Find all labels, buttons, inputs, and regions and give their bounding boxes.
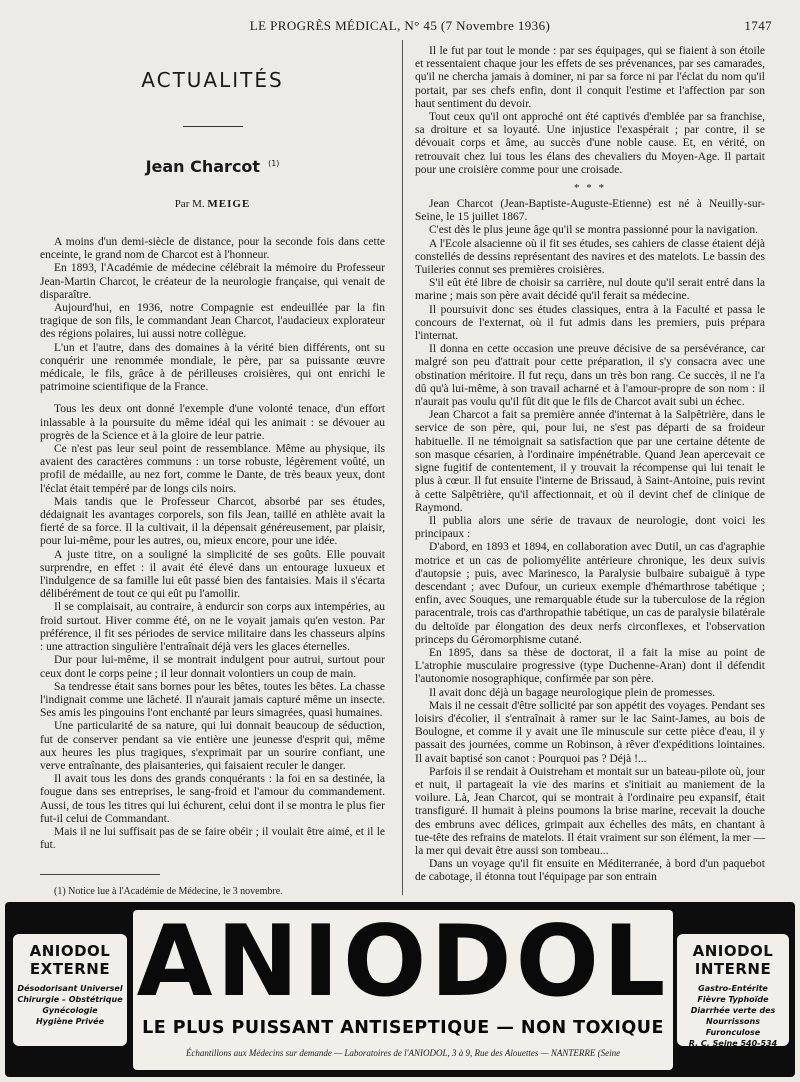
byline-author: MEIGE: [207, 198, 251, 210]
paragraph: En 1893, l'Académie de médecine célébrait la mémoire du Professeur Jean-Martin Charcot, le créateur de la neurologie française, qui venait de disparaître.: [40, 262, 385, 301]
paragraph: A moins d'un demi-siècle de distance, pour la seconde fois dans cette enceinte, le grand nom de Charcot est à l'honneur.: [40, 236, 385, 262]
byline-prefix: Par M.: [174, 198, 205, 210]
ad-slogan: LE PLUS PUISSANT ANTISEPTIQUE — NON TOXIQUE: [142, 1018, 664, 1038]
paragraph: Il donna en cette occasion une preuve décisive de sa persévérance, car malgré son peu d'attrait pour cette préparation, il s'y consacra avec une obstination méritoire. Il fut reçu, dans un très bon rang. Ce succès, il ne l'a dû qu'à lui-même, à son travail acharné et à l'amour-propre de son nom : il n'aurait pas voulu qu'il fût dit que le fils de Charcot avait subi un échec.: [415, 343, 765, 409]
byline: [40, 198, 385, 210]
paragraph: Dur pour lui-même, il se montrait indulgent pour autrui, surtout pour ceux dont le corps peine ; il leur donnait volontiers un coup de main.: [40, 654, 385, 680]
paragraph: Dans un voyage qu'il fit ensuite en Méditerranée, à bord d'un paquebot de cabotage, il étonna tout l'équipage par son entrain: [415, 858, 765, 884]
paragraph: Il avait tous les dons des grands conquérants : la foi en sa destinée, la fougue dans ses entreprises, le sang-froid et l'amour du commandement. Aussi, de tous les titres qui lui échurent, celui dont il se montra le plus fier fut-il celui de Commandant.: [40, 773, 385, 825]
running-head: [0, 18, 800, 36]
ad-center-panel: [133, 905, 673, 1070]
paragraph: D'abord, en 1893 et 1894, en collaboration avec Dutil, un cas d'agraphie motrice et un cas de poliomyélite antérieure chronique, les deux suivis d'autopsie ; puis, avec Marinesco, la Paralysie bulbaire subaiguë à type descendant ; avec Dufour, un curieux exemple d'hémarthrose tabétique ; enfin, avec Souques, une remarquable étude sur la tuberculose de la région paracentrale, trois cas d'arthropathie tabétique, un cas de paralysie bilatérale du deltoïde par élongation des deux nerfs circonflexes, et l'observation princeps du Géromorphisme cutané.: [415, 541, 765, 646]
paragraph: C'est dès le plus jeune âge qu'il se montra passionné pour la navigation.: [429, 224, 758, 237]
paragraph: Aujourd'hui, en 1936, notre Compagnie est endeuillée par la fin tragique de son fils, le commandant Jean Charcot, l'audacieux explorateur des régions polaires, lui aussi notre collègue.: [40, 302, 385, 341]
ad-line: Diarrhée verte des Nourrissons: [690, 1006, 776, 1026]
paragraph: Il avait donc déjà un bagage neurologique plein de promesses.: [429, 686, 716, 699]
article-title-text: Jean Charcot: [145, 157, 261, 176]
ad-right-lines: [677, 983, 789, 1049]
ad-line: Désodorisant Universel: [17, 984, 123, 993]
paragraph: Il publia alors une série de travaux de neurologie, dont voici les principaux :: [415, 514, 765, 541]
paragraph: A l'Ecole alsacienne où il fit ses études, ses cahiers de classe étaient déjà constellés de dessins représentant des navires et des matelots. Le bassin des Tuileries connut ses premières croisières.: [415, 237, 765, 277]
footnote: (1) Notice lue à l'Académie de Médecine, le 3 novembre.: [54, 886, 283, 898]
ad-line: Chirurgie – Obstétrique: [17, 995, 123, 1004]
paragraph: Jean Charcot a fait sa première année d'internat à la Salpêtrière, dans le service de son père, qui, pour lui, ne s'est pas départi de sa froideur habituelle. Il ne témoignait sa satisfaction que par une certaine détente de son masque césarien, à l'ordinaire impénétrable. Quand Jean apercevait ce signe fugitif de contentement, il y trouvait la récompense qui lui tenait le plus à cœur. Il fut ensuite l'interne de Brissaud, à Saint-Antoine, puis revint à cette Salpêtrière, qu'il affectionnait, et où il devint chef de clinique de Raymond.: [415, 409, 765, 514]
ad-line: R. C. Seine 540-534: [688, 1039, 778, 1048]
paragraph: Il se complaisait, au contraire, à endurcir son corps aux intempéries, au froid surtout. Hiver comme été, on ne le voyait jamais qu'en veston. Par préférence, il fit ses périodes de service militaire dans les chasseurs alpins : une attraction singulière l'entraînait déjà vers les glaces éternelles.: [40, 601, 385, 654]
paragraph: Tout ceux qu'il ont approché ont été captivés d'emblée par sa franchise, sa droiture et sa loyauté. Une injustice l'exaspérait ; par contre, il se dévouait corps et âme, au succès d'une noble cause. Et, en vérité, on retrouvait chez lui tous les élans des chevaliers du Moyen-Age. Il partait pour une croisière comme pour une croisade.: [415, 111, 765, 176]
left-article-body: [40, 236, 385, 852]
paragraph: Il le fut par tout le monde : par ses équipages, qui se fiaient à son étoile et ressentaient chaque jour les effets de ses prévenances, par ses camarades, qu'il ne chercha jamais à dominer, ni par sa force ni par l'éclat du nom qu'il portait, par ses chefs enfin, dont il conquit l'estime et l'affection par son haut sentiment du devoir.: [415, 45, 765, 110]
paragraph: A juste titre, on a souligné la simplicité de ses goûts. Elle pouvait surprendre, en effet : il avait été élevé dans un entourage luxueux et l'indulgence de sa famille lui eût passé bien des fantaisies. Mais il s'écarta délibérément de tout ce qui eût pu l'amollir.: [40, 548, 385, 601]
paragraph: Une particularité de sa nature, qui lui donnait beaucoup de séduction, fut de conserver pendant sa vie entière une jeunesse d'esprit qui, même aux heures les plus tragiques, s'exprimait par un sourire confiant, une verve entraînante, des plaisanteries, qui faisaient reculer le danger.: [40, 720, 385, 772]
running-title: LE PROGRÈS MÉDICAL, N° 45 (7 Novembre 1936): [249, 18, 551, 33]
advertisement-banner: [5, 902, 795, 1077]
ad-right-title: ANIODOL INTERNE: [692, 942, 774, 978]
left-column: [40, 60, 385, 899]
paragraph: En 1895, dans sa thèse de doctorat, il a fait la mise au point de L'atrophie musculaire progressive (type Duchenne-Aran) dont il défendit l'autonomie nosographique, confirmée par son père.: [415, 646, 765, 686]
ad-line: Hygiène Privée: [35, 1017, 105, 1026]
right-column: [415, 45, 765, 885]
paragraph: S'il eût été libre de choisir sa carrière, nul doute qu'il serait entré dans la marine ; mais son père avait décidé qu'il ferait sa médecine.: [415, 277, 765, 303]
ad-left-lines: [13, 983, 127, 1027]
paragraph: Mais tandis que le Professeur Charcot, absorbé par ses études, dédaignait les avantages corporels, son fils Jean, taillé en athlète avait la fierté de sa force. Il la cultivait, il la dépensait généreusement, par plaisir, pour lui-même, pour les autres, ou, mieux encore, pour une idée.: [40, 495, 385, 548]
ad-line: Fièvre Typhoïde: [697, 995, 769, 1004]
ad-right-panel: [677, 934, 789, 1046]
paragraph: Ce n'est pas leur seul point de ressemblance. Même au physique, ils avaient des caractères communs : un torse robuste, légèrement voûté, un profil de médaille, au nez fort, comme le Dante, de très beaux yeux, dont l'éclat était tempéré par de longs cils noirs.: [40, 443, 385, 495]
ad-line: Gastro-Entérite: [698, 984, 768, 993]
paragraph: Sa tendresse était sans bornes pour les bêtes, toutes les bêtes. La chasse l'indignait comme une lâcheté. Il n'aurait jamais capturé même un insecte. Ses amis les pingouins l'ont enchanté par leurs simagrées, quasi humaines.: [40, 680, 385, 720]
ad-line: Furonculose: [705, 1028, 761, 1037]
paragraph: Il poursuivit donc ses études classiques, entra à la Faculté et passa le concours de l'externat, où il fut admis dans les premiers, puis prépara l'internat.: [415, 303, 765, 343]
column-divider: [402, 40, 403, 895]
ad-samples-line: Échantillons aux Médecins sur demande — Laboratoires de l'ANIODOL, 3 à 9, Rue des Alouettes — NANTERRE (Seine: [185, 1048, 621, 1058]
paragraph: Parfois il se rendait à Ouistreham et montait sur un bateau-pilote où, jour et nuit, il partageait la vie des marins et s'initiait au maniement de la voilure. Là, Jean Charcot, qui se montrait à l'ordinaire peu expansif, était transfiguré. Il humait à pleins poumons la brise marine, recevait la douche des embruns avec délices, grimpait aux échelles des mâts, en chantant à tue-tête des refrains de matelots. Il était vraiment sur son élément, la mer — la mer qui devait être aussi son tombeau...: [415, 765, 765, 857]
section-title: ACTUALITÉS: [141, 68, 284, 92]
paragraph: Mais il ne cessait d'être sollicité par son appétit des voyages. Pendant ses loisirs d'écolier, il s'entraînait à ramer sur le lac Saint-James, au bois de Boulogne, et comme il y avait une île minuscule sur cette pièce d'eau, il y passait des journées, comme un Robinson, à rêver d'expéditions lointaines. Il avait baptisé son canot : Pourquoi pas ? Déjà !...: [415, 699, 765, 765]
footnote-rule: [40, 874, 160, 875]
paragraph: Tous les deux ont donné l'exemple d'une volonté tenace, d'un effort inlassable à la poursuite du même idéal qui les animait : se dévouer au progrès de la Science et à la gloire de leur patrie.: [40, 403, 385, 442]
paragraph: Mais il ne lui suffisait pas de se faire obéir ; il voulait être aimé, et il le fut.: [40, 825, 385, 852]
paragraph: L'un et l'autre, dans des domaines à la vérité bien différents, ont su conquérir une renommée mondiale, le père, par sa puissante œuvre médicale, le fils, grâce à de périlleuses croisières, qui ont enrichi le patrimoine scientifique de la France.: [40, 341, 385, 394]
article-title: [40, 157, 385, 176]
paragraph: Jean Charcot (Jean-Baptiste-Auguste-Etienne) est né à Neuilly-sur-Seine, le 15 juillet 1867.: [415, 198, 765, 224]
ad-brand-logo: ANIODOL: [136, 905, 670, 1019]
section-rule: [183, 126, 243, 127]
right-article-body-bottom: [415, 198, 765, 885]
section-separator: * * *: [574, 182, 606, 195]
ad-left-panel: [13, 934, 127, 1046]
ad-left-title: ANIODOL EXTERNE: [29, 942, 111, 978]
title-footnote-mark: (1): [268, 158, 280, 168]
page-number: 1747: [744, 18, 772, 33]
ad-line: Gynécologie: [42, 1006, 98, 1015]
right-article-body-top: [415, 45, 765, 177]
